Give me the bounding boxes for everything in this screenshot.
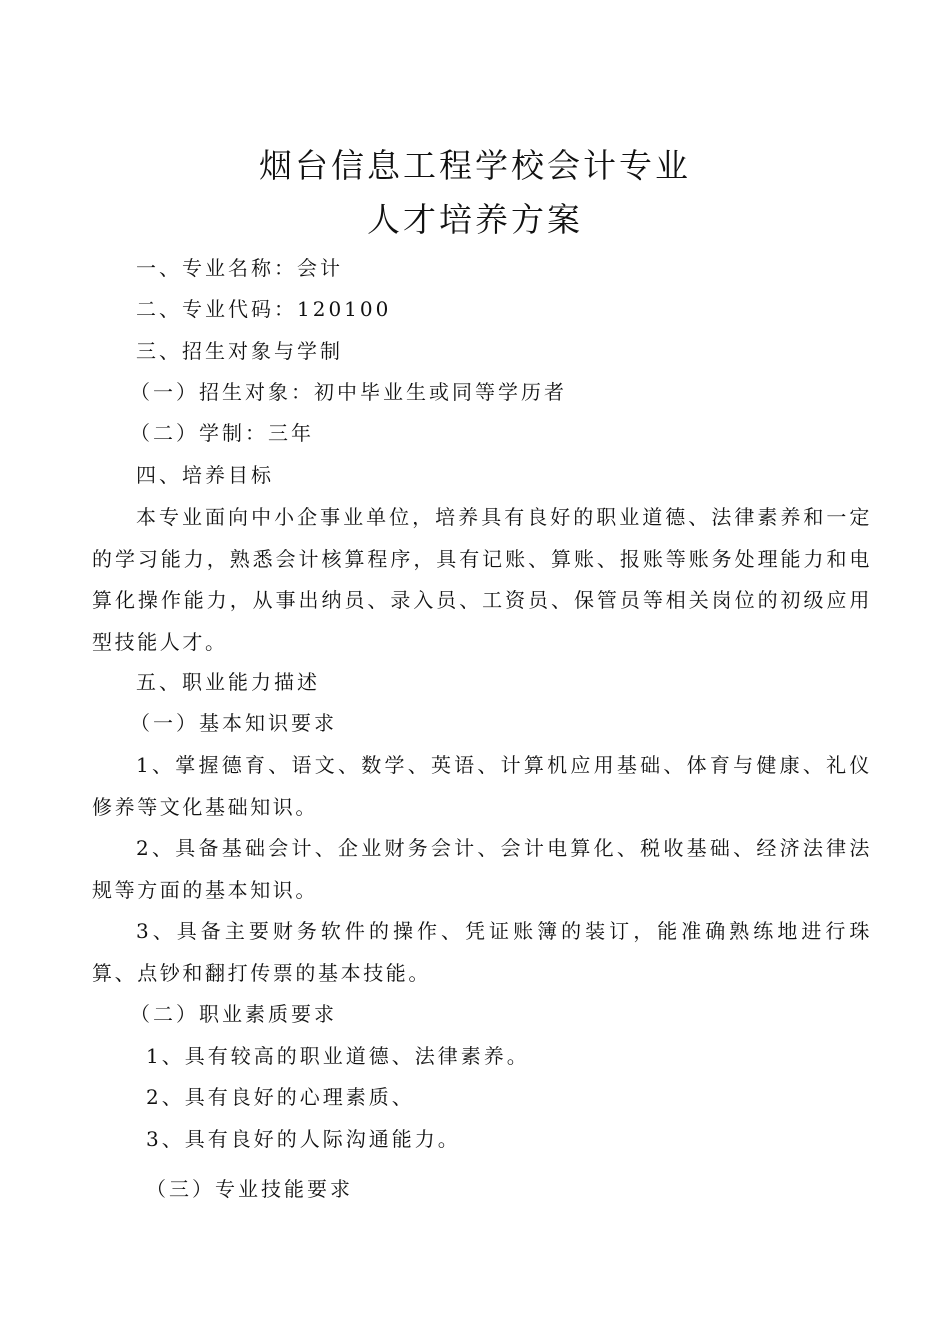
list-item-quality-1: 1、具有较高的职业道德、法律素养。 (146, 1044, 530, 1068)
section-heading-name: 一、专业名称：会计 (136, 256, 343, 280)
section-heading-ability: 五、职业能力描述 (136, 670, 320, 694)
document-title-line2: 人才培养方案 (367, 200, 583, 239)
subsection-enrollment-target: （一）招生对象：初中毕业生或同等学历者 (130, 380, 567, 404)
document-title-line1: 烟台信息工程学校会计专业 (259, 146, 691, 185)
list-item-quality-2: 2、具有良好的心理素质、 (146, 1085, 415, 1109)
list-item-quality-3: 3、具有良好的人际沟通能力。 (146, 1127, 461, 1151)
section-heading-goal: 四、培养目标 (136, 463, 274, 487)
paragraph-knowledge-2: 2、具备基础会计、企业财务会计、会计电算化、税收基础、经济法律法规等方面的基本知识。 (92, 836, 872, 902)
section-heading-code: 二、专业代码：120100 (136, 297, 392, 321)
subsection-professional-skills: （三）专业技能要求 (146, 1177, 353, 1201)
subsection-basic-knowledge: （一）基本知识要求 (130, 711, 337, 735)
subsection-professional-quality: （二）职业素质要求 (130, 1002, 337, 1026)
section-heading-enrollment: 三、招生对象与学制 (136, 339, 343, 363)
subsection-duration: （二）学制：三年 (130, 421, 314, 445)
paragraph-knowledge-1: 1、掌握德育、语文、数学、英语、计算机应用基础、体育与健康、礼仪修养等文化基础知识。 (92, 753, 872, 819)
paragraph-knowledge-3: 3、具备主要财务软件的操作、凭证账簿的装订，能准确熟练地进行珠算、点钞和翻打传票的基本技能。 (92, 919, 872, 985)
paragraph-goal: 本专业面向中小企事业单位，培养具有良好的职业道德、法律素养和一定的学习能力，熟悉会计核算程序，具有记账、算账、报账等账务处理能力和电算化操作能力，从事出纳员、录入员、工资员、保管员等相关岗位的初级应用型技能人才。 (92, 505, 872, 654)
